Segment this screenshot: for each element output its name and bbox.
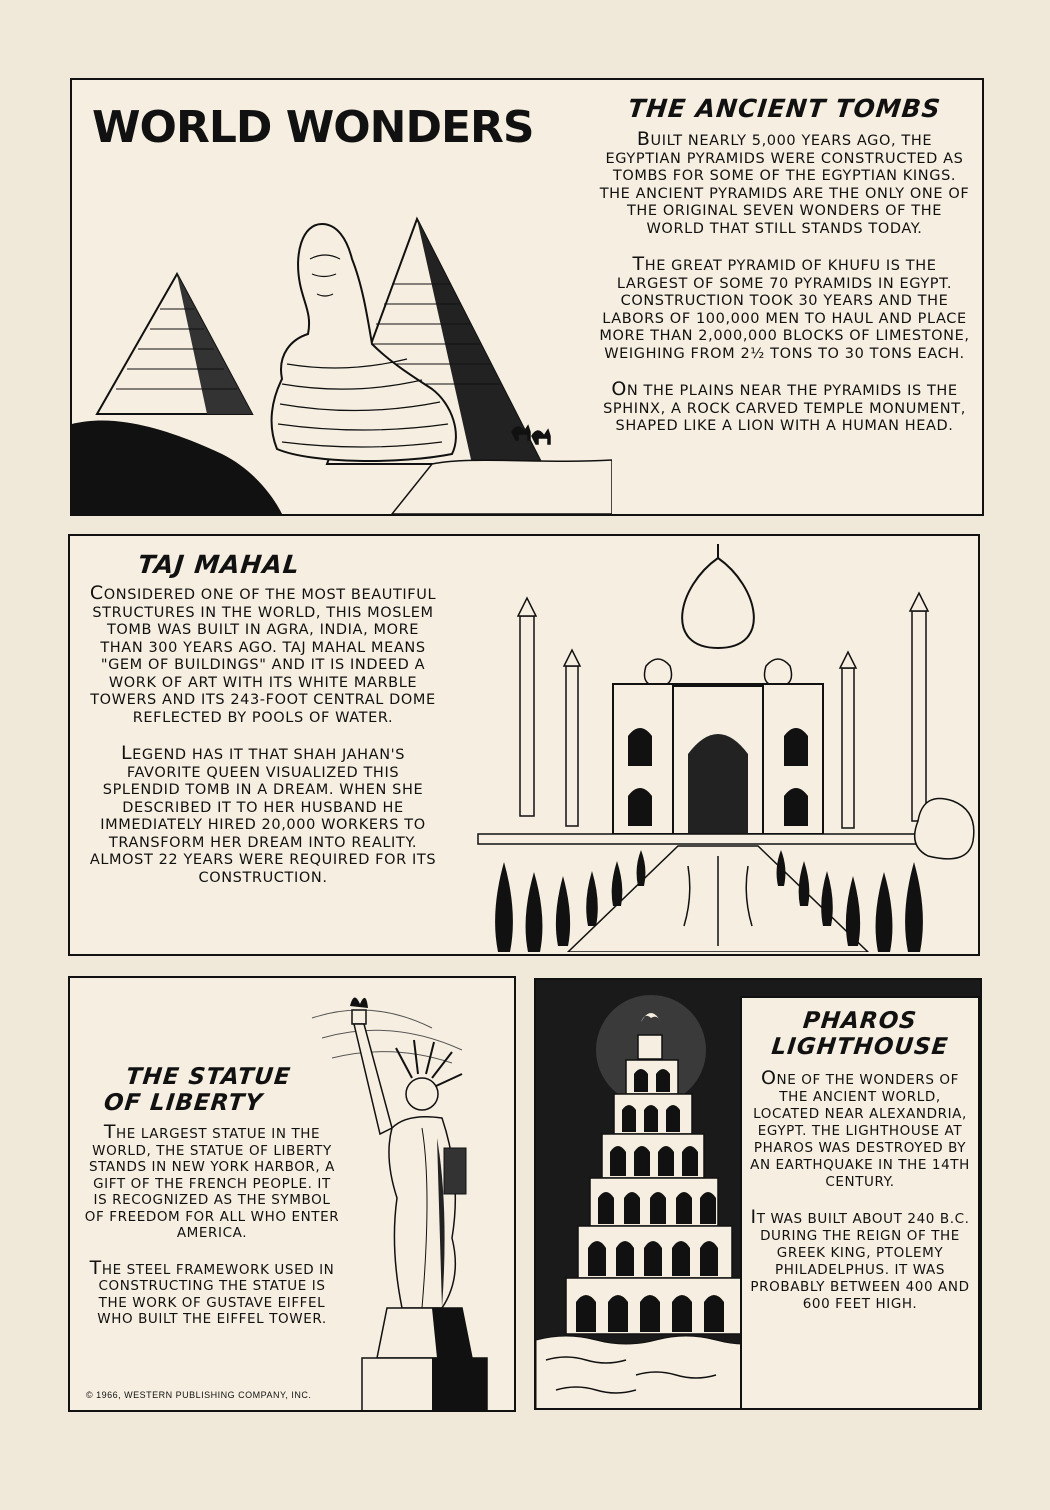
statue-heading-line-1: THE STATUE xyxy=(124,1064,293,1090)
statue-paragraph-2: THE STEEL FRAMEWORK USED IN CONSTRUCTING THE STATUE IS THE WORK OF GUSTAVE EIFFEL WHO BUILT THE EIFFEL TOWER. xyxy=(89,1256,335,1327)
ancient-tombs-heading: THE ANCIENT TOMBS xyxy=(626,94,943,123)
statue-of-liberty-panel xyxy=(68,976,516,1412)
statue-heading-line-2: OF LIBERTY xyxy=(102,1090,265,1116)
pharos-paragraph-2: IT WAS BUILT ABOUT 240 B.C. DURING THE REIGN OF THE GREEK KING, PTOLEMY PHILADELPHUS. IT WAS PROBABLY BETWEEN 400 AND 600 FEET HIGH. xyxy=(750,1206,970,1312)
pharos-lighthouse-panel xyxy=(534,978,982,1410)
pyramids-sphinx-illustration xyxy=(72,164,612,514)
taj-paragraph-2: LEGEND HAS IT THAT SHAH JAHAN'S FAVORITE QUEEN VISUALIZED THIS SPLENDID TOMB IN A DREAM. WHEN SHE DESCRIBED IT TO HER HUSBAND HE IMMEDIATELY HIRED 20,000 WORKERS TO TRANSFORM HER DREAM INTO REALITY. ALMOST 22 YEARS WERE REQUIRED FOR ITS CONSTRUCTION. xyxy=(89,742,437,886)
tombs-paragraph-2: THE GREAT PYRAMID OF KHUFU IS THE LARGEST OF SOME 70 PYRAMIDS IN EGYPT. CONSTRUCTION TOOK 30 YEARS AND THE LABORS OF 100,000 MEN TO HAUL AND PLACE MORE THAN 2,000,000 BLOCKS OF LIMESTONE, WEIGHING FROM 2½ TONS TO 30 TONS EACH. xyxy=(599,253,970,362)
taj-mahal-illustration xyxy=(438,536,978,952)
taj-mahal-text xyxy=(88,550,438,905)
pharos-lighthouse-illustration xyxy=(536,980,766,1410)
copyright-notice: © 1966, WESTERN PUBLISHING COMPANY, INC. xyxy=(86,1390,312,1400)
ancient-tombs-panel xyxy=(70,78,984,516)
statue-of-liberty-text xyxy=(84,1064,340,1346)
pharos-heading-line-2: LIGHTHOUSE xyxy=(770,1034,950,1060)
tombs-paragraph-3: ON THE PLAINS NEAR THE PYRAMIDS IS THE SPHINX, A ROCK CARVED TEMPLE MONUMENT, SHAPED LIKE A LION WITH A HUMAN HEAD. xyxy=(603,378,966,434)
pharos-caption-box xyxy=(740,996,980,1410)
pharos-heading-line-1: PHAROS xyxy=(801,1008,919,1034)
taj-paragraph-1: CONSIDERED ONE OF THE MOST BEAUTIFUL STRUCTURES IN THE WORLD, THIS MOSLEM TOMB WAS BUILT IN AGRA, INDIA, MORE THAN 300 YEARS AGO. TAJ MAHAL MEANS "GEM OF BUILDINGS" AND IT IS INDEED A WORK OF ART WITH ITS WHITE MARBLE TOWERS AND ITS 243-FOOT CENTRAL DOME REFLECTED BY POOLS OF WATER. xyxy=(89,582,437,726)
pharos-paragraph-1: ONE OF THE WONDERS OF THE ANCIENT WORLD, LOCATED NEAR ALEXANDRIA, EGYPT. THE LIGHTHOUSE AT PHAROS WAS DESTROYED BY AN EARTHQUAKE IN THE 14TH CENTURY. xyxy=(750,1067,970,1190)
statue-paragraph-1: THE LARGEST STATUE IN THE WORLD, THE STATUE OF LIBERTY STANDS IN NEW YORK HARBOR, A GIFT OF THE FRENCH PEOPLE. IT IS RECOGNIZED AS THE SYMBOL OF FREEDOM FOR ALL WHO ENTER AMERICA. xyxy=(84,1121,340,1241)
ancient-tombs-text xyxy=(597,94,972,454)
taj-mahal-panel xyxy=(68,534,980,956)
tombs-paragraph-1: BUILT NEARLY 5,000 YEARS AGO, THE EGYPTIAN PYRAMIDS WERE CONSTRUCTED AS TOMBS FOR SOME OF THE EGYPTIAN KINGS. THE ANCIENT PYRAMIDS ARE THE ONLY ONE OF THE ORIGINAL SEVEN WONDERS OF THE WORLD THAT STILL STANDS TODAY. xyxy=(599,128,970,237)
taj-mahal-heading: TAJ MAHAL xyxy=(136,550,302,579)
page-title: WORLD WONDERS xyxy=(92,102,534,153)
